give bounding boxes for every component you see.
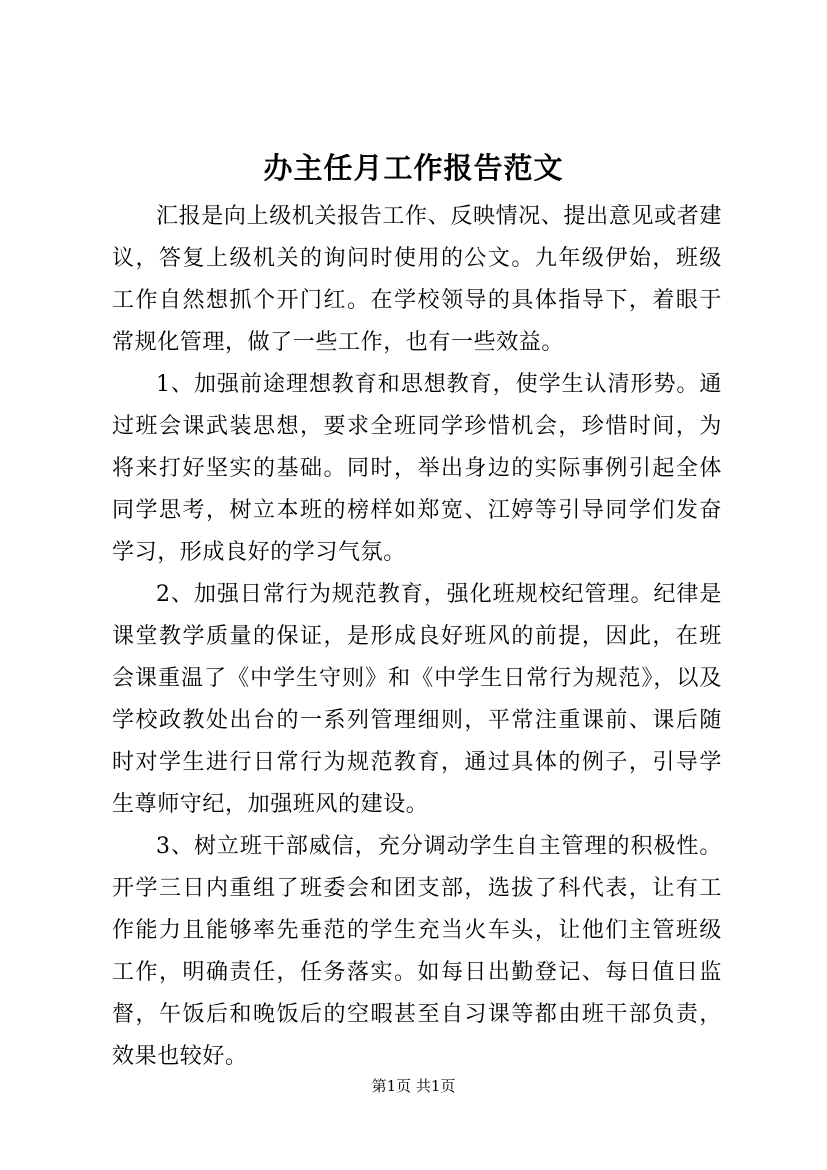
document-title: 办主任月工作报告范文 [263,151,564,185]
document-body [112,196,722,1078]
paragraph-item-3: 3、树立班干部威信，充分调动学生自主管理的积极性。开学三日内重组了班委会和团支部，选拔了科代表，让有工作能力且能够率先垂范的学生充当火车头，让他们主管班级工作，明确责任，任务落实。如每日出勤登记、每日值日监督，午饭后和晚饭后的空暇甚至自习课等都由班干部负责，效果也较好。 [112,834,722,1069]
paragraph-item-2: 2、加强日常行为规范教育，强化班规校纪管理。纪律是课堂教学质量的保证，是形成良好班风的前提，因此，在班会课重温了《中学生守则》和《中学生日常行为规范》，以及学校政教处出台的一系列管理细则，平常注重课前、课后随时对学生进行日常行为规范教育，通过具体的例子，引导学生尊师守纪，加强班风的建设。 [112,582,722,817]
page-footer: 第1页 共1页 [371,1077,456,1095]
paragraph-item-1: 1、加强前途理想教育和思想教育，使学生认清形势。通过班会课武装思想，要求全班同学珍惜机会，珍惜时间，为将来打好坚实的基础。同时，举出身边的实际事例引起全体同学思考，树立本班的榜样如郑宽、江婷等引导同学们发奋学习，形成良好的学习气氛。 [112,372,722,565]
paragraph-intro: 汇报是向上级机关报告工作、反映情况、提出意见或者建议，答复上级机关的询问时使用的公文。九年级伊始，班级工作自然想抓个开门红。在学校领导的具体指导下，着眼于常规化管理，做了一些工作，也有一些效益。 [112,204,722,355]
